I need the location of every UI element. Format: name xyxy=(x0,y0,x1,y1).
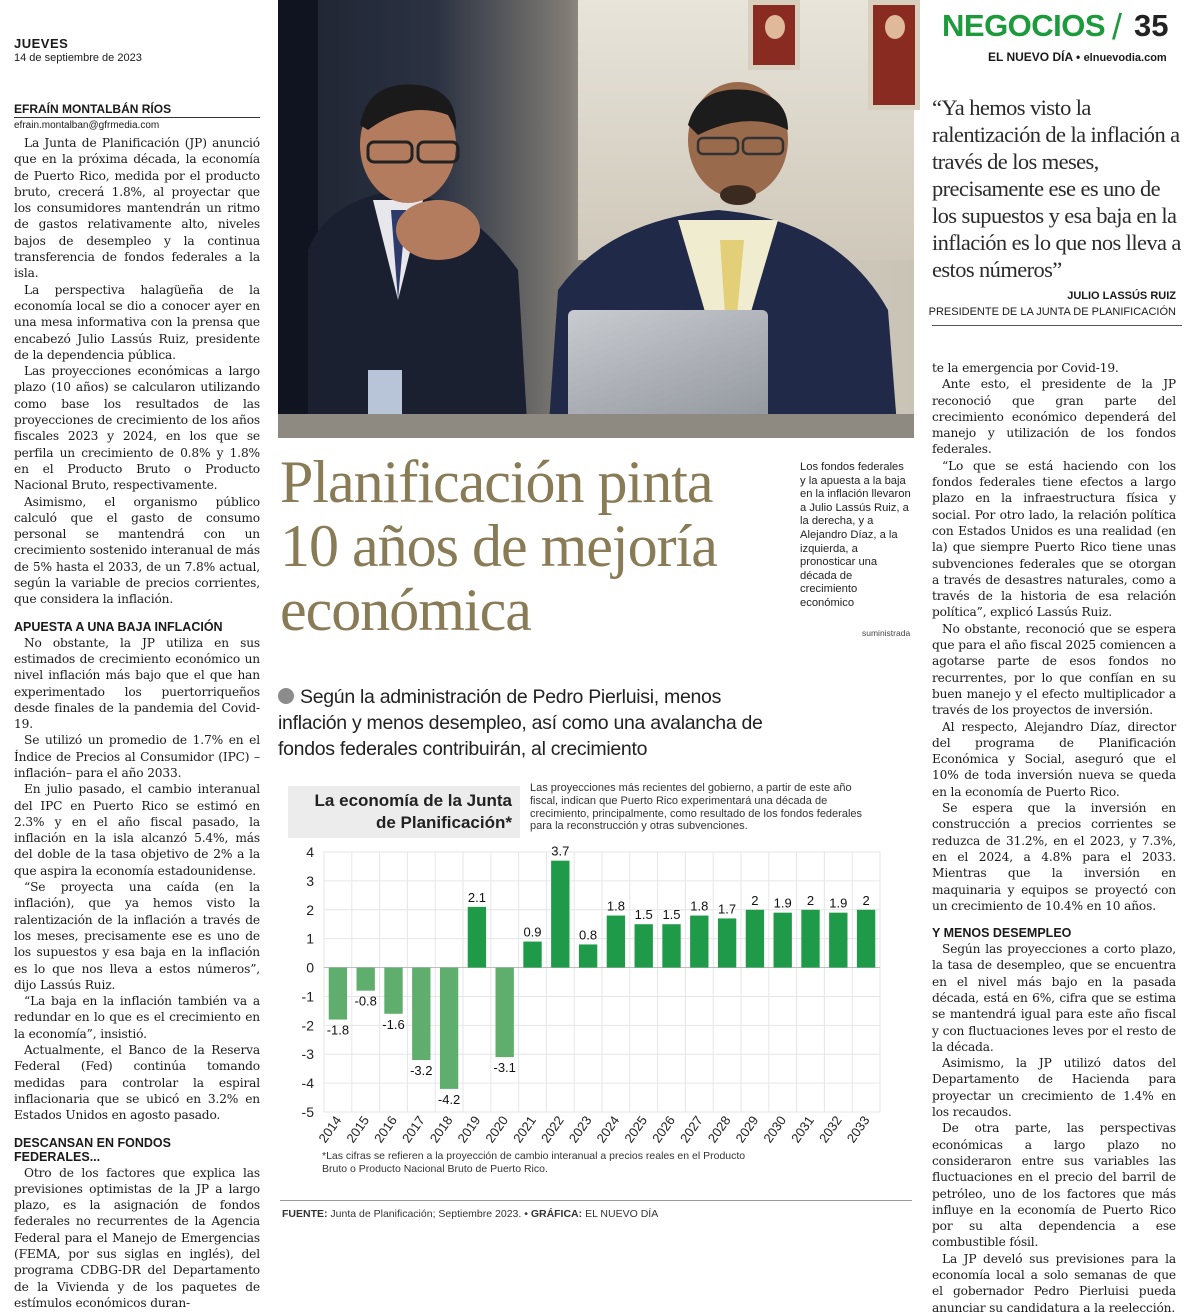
paragraph: Ante esto, el presidente de la JP reconoció que gran parte del crecimiento económico dependerá del manejo y utilización de los fondos federales. xyxy=(932,377,1176,457)
paragraph: Según las proyecciones a corto plazo, la tasa de desempleo, que se encuentra en el nivel más bajo en la pasada década, está en 6%, cifra que se estima se mantendrá igual para este año fiscal y con fluctuaciones leves por el resto de la década. xyxy=(932,942,1176,1054)
data-label: 1.8 xyxy=(606,898,625,914)
paragraph: Se espera que la inversión en construcción a precios corrientes se reduzca de 31.2%, en el 2023, y 7.3%, en el 2024, a 4.8% para el 2033. Mientras que la inversión en maquinaria y equipos se proyectó con un crecimiento de 10.4% en 10 años. xyxy=(932,801,1176,913)
paragraph: Otro de los factores que explica las previsiones optimistas de la JP a largo plazo, es la asignación de fondos federales no recurrentes de la Agencia Federal para el Manejo de Emergencias (FEMA, por sus siglas en inglés), del programa CDBG-DR del Departamento de la Vivienda y de los paquetes de estímulos económicos duran- xyxy=(14,1165,260,1310)
subhead-inflation: APUESTA A UNA BAJA INFLACIÓN xyxy=(14,619,223,634)
photo-credit: suministrada xyxy=(862,628,911,638)
chart-bar xyxy=(329,968,347,1020)
divider xyxy=(932,325,1182,326)
paragraph: Actualmente, el Banco de la Reserva Federal (Fed) continúa tomando medidas para controlar la espiral inflacionaria que se ubicó en 3.2% en Estados Unidos en agosto pasado. xyxy=(14,1043,260,1123)
divider xyxy=(280,1200,912,1201)
y-tick-label: 3 xyxy=(306,872,314,889)
x-tick-label: 2023 xyxy=(565,1113,595,1146)
paragraph: “Lo que se está haciendo con los fondos federales tiene efectos a largo plazo en la infraestructura física y social. Por otro lado, la relación política con Estados Unidos es una realidad (en la) que siempre Puerto Rico tiene unas subvenciones federales que se otorgan a través de desastres naturales, como a través de la historia de esa relación política”, explicó Lassús Ruiz. xyxy=(932,458,1176,620)
chart-bar xyxy=(718,918,736,967)
source-line: FUENTE: Junta de Planificación; Septiembre 2023. • GRÁFICA: EL NUEVO DÍA xyxy=(282,1208,659,1220)
data-label: -0.8 xyxy=(354,993,377,1009)
issue-date: 14 de septiembre de 2023 xyxy=(14,52,142,64)
chart-bar xyxy=(551,861,569,968)
graphic-label: GRÁFICA: xyxy=(530,1208,583,1220)
data-label: 2 xyxy=(806,892,815,908)
data-label: 0.9 xyxy=(523,924,542,940)
issue-day: JUEVES xyxy=(14,36,69,51)
y-tick-label: -3 xyxy=(301,1046,314,1063)
article-body-left xyxy=(14,135,260,1311)
paragraph: La Junta de Planificación (JP) anunció que en la próxima década, la economía de Puerto Rico, medida por el producto bruto, crecerá 1.8%, al proyectar que los consumidores mantendrán un ritmo de gastos relativamente alto, niveles bajos de desempleo y la continua transferencia de fondos federales a la isla. xyxy=(14,136,260,281)
chart-bar xyxy=(496,968,514,1058)
chart-bar xyxy=(690,916,708,968)
paragraph: Al respecto, Alejandro Díaz, director del programa de Planificación Económica y Social, aseguró que el 10% de toda inversión nueva se queda en la economía de Puerto Rico. xyxy=(932,719,1176,799)
data-label: 1.5 xyxy=(662,907,681,923)
x-tick-label: 2018 xyxy=(426,1113,456,1146)
x-tick-label: 2015 xyxy=(343,1113,373,1146)
data-label: 1.9 xyxy=(773,895,792,911)
y-tick-label: 4 xyxy=(306,844,314,860)
x-tick-label: 2033 xyxy=(843,1113,873,1146)
paper-name: EL NUEVO DÍA xyxy=(988,50,1073,64)
data-label: -3.2 xyxy=(410,1063,433,1078)
data-label: 2 xyxy=(862,892,870,908)
data-label: 2.1 xyxy=(467,889,486,905)
y-tick-label: 0 xyxy=(306,959,314,976)
source-label: FUENTE: xyxy=(282,1208,328,1220)
source-text: Junta de Planificación; Septiembre 2023. xyxy=(330,1208,522,1220)
x-tick-label: 2026 xyxy=(649,1113,678,1146)
chart-bar xyxy=(412,968,430,1060)
paragraph: No obstante, la JP utiliza en sus estimados de crecimiento económico un nivel inflación más bajo que el que han experimentado los puertorriqueños desde finales de la pandemia del Covid-19. xyxy=(14,635,260,732)
y-tick-label: 1 xyxy=(306,930,314,947)
chart-title: La economía de la Junta de Planificación* xyxy=(288,786,520,838)
photo-caption: Los fondos federales y la apuesta a la baja en la inflación llevaron a Julio Lassús Ruiz, a la derecha, y a Alejandro Díaz, a la izquierda, a pronosticar una década de crecimiento económico xyxy=(800,461,911,609)
data-label: -3.1 xyxy=(493,1060,516,1076)
subhead-federal-funds: DESCANSAN EN FONDOS FEDERALES... xyxy=(14,1135,171,1164)
paragraph: La perspectiva halagüeña de la economía local se dio a conocer ayer en una mesa informativa con la prensa que encabezó Julio Lassús Ruiz, presidente de la dependencia pública. xyxy=(14,282,260,362)
paragraph: No obstante, reconoció que se espera que para el año fiscal 2025 comiencen a agotarse parte de esos fondos no recurrentes, por lo que confían en su buen manejo y el efecto multiplicador a través de los proyectos de inversión. xyxy=(932,621,1176,718)
pull-quote: “Ya hemos visto la ralentización de la inflación a través de los meses, precisamente ese es uno de los supuestos y esa baja en la inflación es lo que nos lleva a estos números” xyxy=(932,95,1181,282)
chart-bar xyxy=(440,968,458,1089)
x-tick-label: 2024 xyxy=(593,1113,623,1146)
chart-bar xyxy=(523,942,541,968)
author-email[interactable]: efrain.montalban@gfrmedia.com xyxy=(14,120,160,131)
paper-url[interactable]: elnuevodia.com xyxy=(1083,52,1167,64)
x-tick-label: 2032 xyxy=(815,1113,845,1146)
masthead: EL NUEVO DÍA • elnuevodia.com xyxy=(988,50,1167,64)
data-label: 1.8 xyxy=(690,898,709,914)
left-column xyxy=(14,36,260,1311)
x-tick-label: 2031 xyxy=(788,1113,817,1146)
chart-bar xyxy=(801,910,819,968)
subhead-unemployment: Y MENOS DESEMPLEO xyxy=(932,926,1072,941)
x-tick-label: 2027 xyxy=(676,1113,706,1146)
x-tick-label: 2020 xyxy=(482,1113,512,1146)
chart-bar xyxy=(857,910,875,968)
y-tick-label: 2 xyxy=(306,901,314,918)
deck-text: Según la administración de Pedro Pierluisi, menos inflación y menos desempleo, así como una avalancha de fondos federales contribuirán, al crecimiento xyxy=(278,686,763,760)
page-number: 35 xyxy=(1134,8,1169,43)
deck xyxy=(278,684,768,762)
chart-bar xyxy=(635,924,653,967)
article-body-right xyxy=(932,360,1176,1316)
data-label: 1.5 xyxy=(634,907,653,923)
paragraph: Las proyecciones económicas a largo plazo (10 años) se calcularon utilizando como base los resultados de las proyecciones de crecimiento de los años fiscales 2023 y 2024, en los que se perfila un crecimiento de 0.8% y 1.8% en el Producto Bruto o Producto Nacional Bruto, respectivamente. xyxy=(14,364,260,493)
chart-bar xyxy=(579,944,597,967)
paragraph: Se utilizó un promedio de 1.7% en el Índice de Precios al Consumidor (IPC) –inflación– para el año 2033. xyxy=(14,733,260,780)
data-label: -1.6 xyxy=(382,1016,405,1032)
table xyxy=(278,414,914,438)
x-tick-label: 2029 xyxy=(732,1113,762,1146)
x-tick-label: 2014 xyxy=(315,1113,345,1146)
data-label: -4.2 xyxy=(437,1091,461,1107)
section-title: NEGOCIOS xyxy=(942,8,1106,43)
data-label: 1.9 xyxy=(829,895,848,911)
y-tick-label: -2 xyxy=(301,1017,314,1034)
paragraph: Asimismo, el organismo público calculó que el gasto de consumo personal se mantendrá con un crecimiento sostenido interanual de más de 5% hasta el 2033, de un 7.8% actual, según la variable de precios corrientes, que considera la inflación. xyxy=(14,494,260,607)
chart-bar xyxy=(384,968,402,1014)
article-photo xyxy=(278,0,914,438)
pull-quote-author: JULIO LASSÚS RUIZ xyxy=(1067,290,1176,302)
x-tick-label: 2025 xyxy=(621,1113,651,1146)
chart-bar xyxy=(607,916,625,968)
pull-quote-role: PRESIDENTE DE LA JUNTA DE PLANIFICACIÓN xyxy=(928,306,1176,318)
x-tick-label: 2028 xyxy=(704,1113,734,1146)
bar-chart xyxy=(294,840,884,1148)
y-tick-label: -1 xyxy=(301,988,314,1005)
paragraph: “Se proyecta una caída (en la inflación), que ya hemos visto la ralentización de la inflación a través de los meses, precisamente ese es uno de los supuestos y esa baja en la inflación es lo que nos lleva a estos números”, dijo Lassús Ruiz. xyxy=(14,880,260,992)
paragraph: Asimismo, la JP utilizó datos del Departamento de Hacienda para proyectar un crecimiento de 1.4% en los recaudos. xyxy=(932,1056,1176,1120)
paragraph: te la emergencia por Covid-19. xyxy=(932,361,1119,375)
author-byline: EFRAÍN MONTALBÁN RÍOS xyxy=(14,102,260,118)
headline: Planificación pinta 10 años de mejoría económica xyxy=(280,449,717,643)
x-tick-label: 2017 xyxy=(398,1113,428,1146)
data-label: 0.8 xyxy=(579,927,598,943)
chart-bar xyxy=(468,907,486,968)
graphic-credit: EL NUEVO DÍA xyxy=(585,1208,659,1220)
data-label: 3.7 xyxy=(551,843,570,859)
paragraph: La JP develó sus previsiones para la economía local a solo semanas de que el gobernador Pedro Pierluisi pueda anunciar su candidatura a la reelección. xyxy=(932,1251,1176,1315)
paragraph: “La baja en la inflación también va a redundar en lo que es el crecimiento en la economía”, insistió. xyxy=(14,994,260,1041)
chart-bar xyxy=(357,968,375,991)
portrait-frame xyxy=(748,0,800,70)
chart-footnote: *Las cifras se refieren a la proyección de cambio interanual a precios reales en el Producto Bruto o Producto Nacional Bruto de Puerto Rico. xyxy=(322,1150,746,1175)
data-label: 2 xyxy=(751,892,759,908)
x-tick-label: 2021 xyxy=(510,1113,539,1146)
chart-bar xyxy=(746,910,764,968)
section-divider: / xyxy=(1112,6,1123,47)
paragraph: De otra parte, las perspectivas económicas a largo plazo no consideraron entre sus variables las fluctuaciones en el precio del barril de petróleo, uno de los factores que más influye en la economía de Puerto Rico por su alta dependencia a ese combustible fósil. xyxy=(932,1121,1176,1250)
person-left-figure xyxy=(288,70,538,438)
x-tick-label: 2016 xyxy=(371,1113,400,1146)
x-tick-label: 2030 xyxy=(760,1113,790,1146)
data-label: 1.7 xyxy=(718,901,737,917)
bullet-icon xyxy=(278,688,294,704)
y-tick-label: -5 xyxy=(301,1104,314,1120)
chart-bar xyxy=(774,913,792,968)
x-tick-label: 2019 xyxy=(454,1113,484,1146)
data-label: -1.8 xyxy=(326,1022,350,1038)
chart-bar xyxy=(829,913,847,968)
y-tick-label: -4 xyxy=(301,1075,314,1092)
chart-description: Las proyecciones más recientes del gobierno, a partir de este año fiscal, indican que Puerto Rico experimentará una década de crecimiento, principalmente, como resultado de los fondos federales para la reconstrucción y otras subvenciones. xyxy=(530,782,863,833)
chart-bar xyxy=(662,924,680,967)
x-tick-label: 2022 xyxy=(537,1113,567,1146)
paragraph: En julio pasado, el cambio interanual del IPC en Puerto Rico se estimó en 2.3% y en el año fiscal pasado, la inflación en la isla alcanzó 5.4%, más del doble de la tasa objetivo de 2% a la que aspira la economía estadounidense. xyxy=(14,782,260,878)
